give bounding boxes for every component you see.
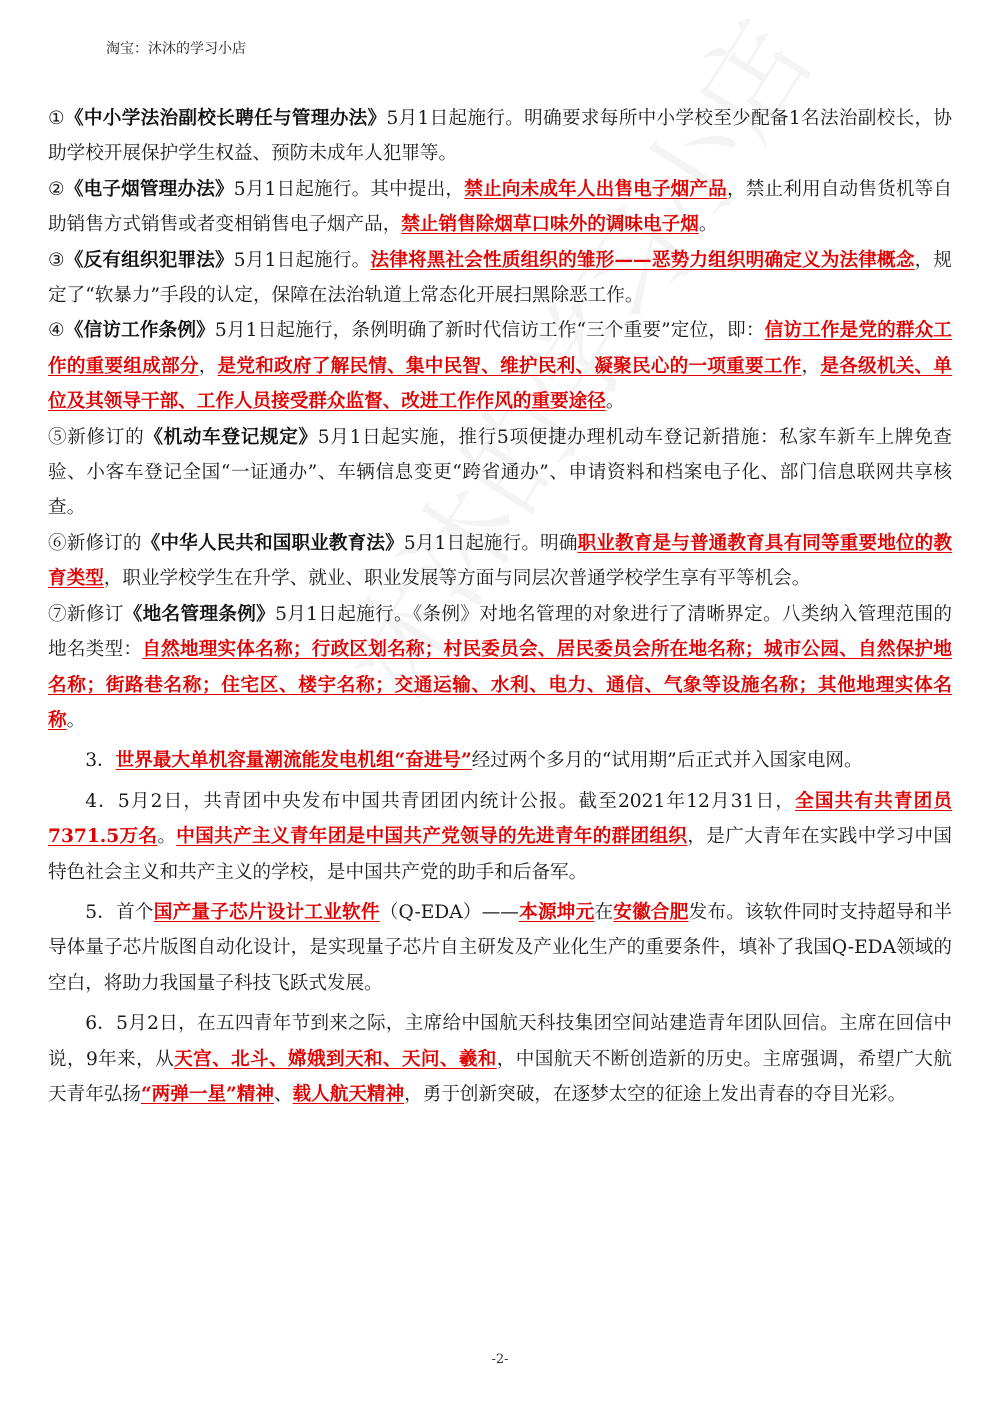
item-2: ②《电子烟管理办法》5月1日起施行。其中提出，禁止向未成年人出售电子烟产品，禁止利用自动售货机等自助销售方式销售或者变相销售电子烟产品，禁止销售除烟草口味外的调味电子烟。: [48, 178, 952, 236]
highlight: 国产量子芯片设计工业软件: [153, 901, 380, 923]
document-body: [48, 101, 952, 1112]
paragraph-3: 3．世界最大单机容量潮流能发电机组“奋进号”经过两个多月的“试用期”后正式并入国家电网。: [85, 750, 863, 772]
highlight: 自然地理实体名称；行政区划名称；村民委员会、居民委员会所在地名称；城市公园、自然保护地名称；街路巷名称；住宅区、楼宇名称；交通运输、水利、电力、通信、气象等设施名称；其他地理实体名称: [48, 639, 952, 731]
highlight: 安徽合肥: [613, 901, 689, 923]
highlight: 是党和政府了解民情、集中民智、维护民利、凝聚民心的一项重要工作: [217, 355, 802, 377]
page-number: -2-: [491, 1352, 509, 1367]
paragraph-4: 4．5月2日，共青团中央发布中国共青团团内统计公报。截至2021年12月31日，全国共有共青团员7371.5万名。中国共产主义青年团是中国共产党领导的先进青年的群团组织，是广大青年在实践中学习中国特色社会主义和共产主义的学校，是中国共产党的助手和后备军。: [48, 790, 952, 883]
highlight: 全国共有共青团员7371.5万名: [48, 790, 952, 848]
highlight: 本源坤元: [518, 901, 595, 923]
highlight: “两弹一星”精神: [140, 1083, 274, 1105]
paragraph-6: 6．5月2日，在五四青年节到来之际，主席给中国航天科技集团空间站建造青年团队回信。主席在回信中说，9年来，从天宫、北斗、嫦娥到天和、天问、羲和，中国航天不断创造新的历史。主席强调，希望广大航天青年弘扬“两弹一星”精神、载人航天精神，勇于创新突破，在逐梦太空的征途上发出青春的夺目光彩。: [48, 1013, 952, 1105]
highlight: 禁止向未成年人出售电子烟产品: [464, 178, 727, 200]
paragraph-5: 5．首个国产量子芯片设计工业软件（Q-EDA）——本源坤元在安徽合肥发布。该软件同时支持超导和半导体量子芯片版图自动化设计，是实现量子芯片自主研发及产业化生产的重要条件，填补了我国Q-EDA领域的空白，将助力我国量子科技飞跃式发展。: [48, 901, 952, 994]
highlight: 法律将黑社会性质组织的雏形——恶势力组织明确定义为法律概念: [370, 249, 915, 271]
highlight: 信访工作是党的群众工作的重要组成部分: [48, 320, 952, 377]
item-4: ④《信访工作条例》5月1日起施行，条例明确了新时代信访工作“三个重要”定位，即：信访工作是党的群众工作的重要组成部分，是党和政府了解民情、集中民智、维护民利、凝聚民心的一项重要工作，是各级机关、单位及其领导干部、工作人员接受群众监督、改进工作作风的重要途径。: [48, 320, 952, 413]
item-5: ⑤新修订的《机动车登记规定》5月1日起实施，推行5项便捷办理机动车登记新措施：私家车新车上牌免查验、小客车登记全国“一证通办”、车辆信息变更“跨省通办”、申请资料和档案电子化、部门信息联网共享核查。: [48, 426, 952, 519]
item-1: ①《中小学法治副校长聘任与管理办法》5月1日起施行。明确要求每所中小学校至少配备1名法治副校长，协助学校开展保护学生权益、预防未成年人犯罪等。: [48, 108, 952, 165]
highlight: 世界最大单机容量潮流能发电机组“奋进号”: [115, 750, 472, 772]
item-3: ③《反有组织犯罪法》5月1日起施行。法律将黑社会性质组织的雏形——恶势力组织明确定义为法律概念，规定了“软暴力”手段的认定，保障在法治轨道上常态化开展扫黑除恶工作。: [48, 249, 952, 307]
highlight: 天宫、北斗、嫦娥到天和、天问、羲和: [174, 1048, 497, 1070]
highlight: 是各级机关、单位及其领导干部、工作人员接受群众监督、改进工作作风的重要途径: [48, 355, 952, 413]
page-header: 淘宝：沐沐的学习小店: [106, 41, 246, 57]
highlight: 中国共产主义青年团是中国共产党领导的先进青年的群团组织: [176, 826, 688, 848]
highlight: 职业教育是与普通教育具有同等重要地位的教育类型: [48, 532, 952, 590]
item-6: ⑥新修订的《中华人民共和国职业教育法》5月1日起施行。明确职业教育是与普通教育具有同等重要地位的教育类型，职业学校学生在升学、就业、职业发展等方面与同层次普通学校学生享有平等机会。: [48, 532, 952, 590]
highlight: 载人航天精神: [292, 1083, 405, 1105]
item-7: ⑦新修订《地名管理条例》5月1日起施行。《条例》对地名管理的对象进行了清晰界定。八类纳入管理范围的地名类型：自然地理实体名称；行政区划名称；村民委员会、居民委员会所在地名称；城市公园、自然保护地名称；街路巷名称；住宅区、楼宇名称；交通运输、水利、电力、通信、气象等设施名称；其他地理实体名称。: [48, 603, 952, 731]
highlight: 禁止销售除烟草口味外的调味电子烟: [401, 214, 699, 236]
